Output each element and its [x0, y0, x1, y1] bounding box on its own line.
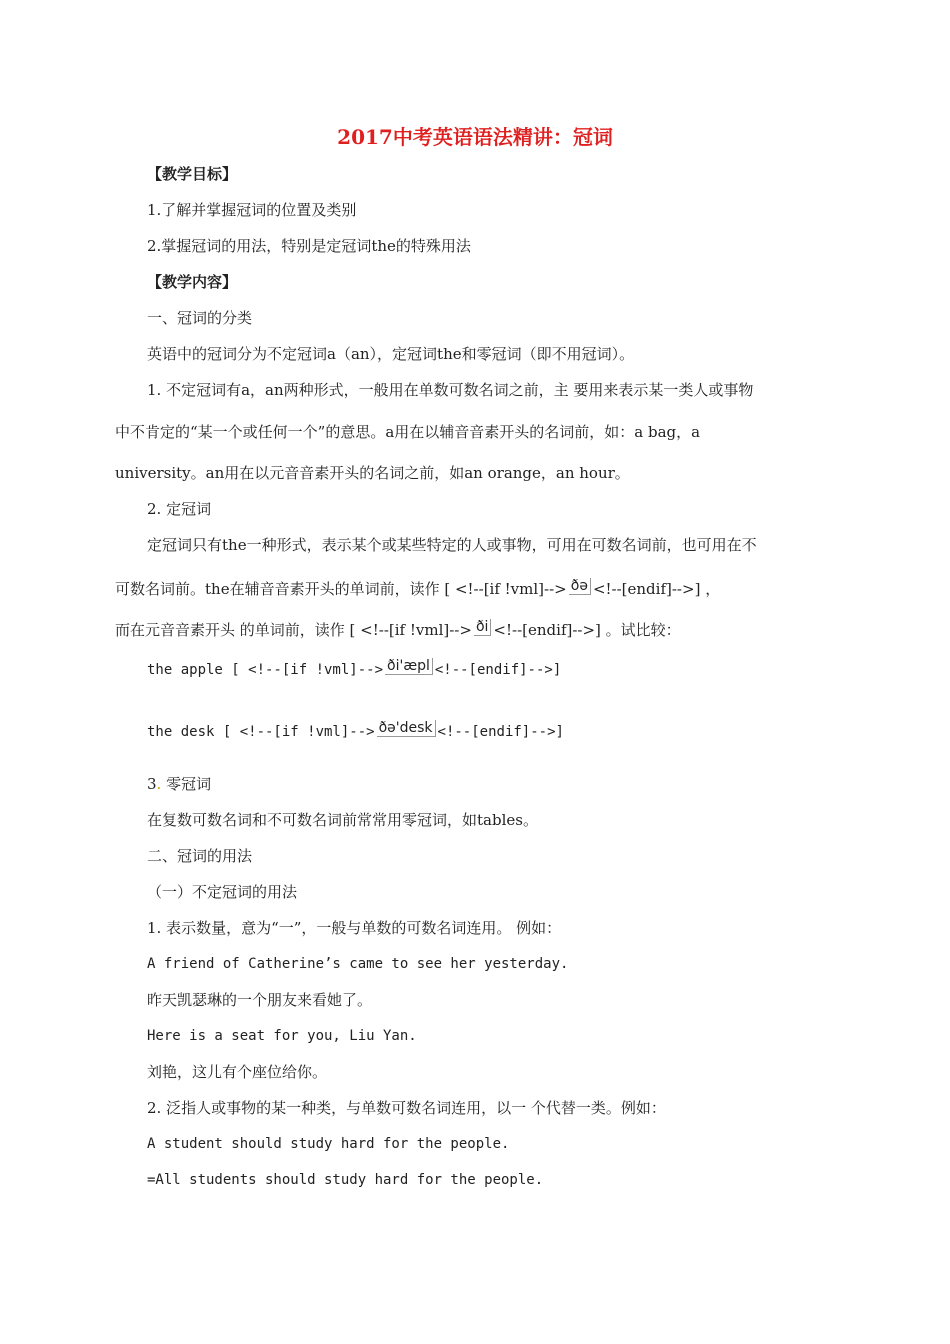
usage-2-example-1: A student should study hard for the people.: [147, 1136, 510, 1152]
text-segment: <!--[endif]-->]: [437, 724, 564, 740]
goals-heading: 【教学目标】: [147, 165, 238, 183]
indefinite-article-line-1: 1. 不定冠词有a，an两种形式，一般用在单数可数名词之前，主 要用来表示某一类人或事物: [147, 381, 754, 399]
goal-1: 1.了解并掌握冠词的位置及类别: [147, 201, 357, 219]
usage-1-line: 1. 表示数量，意为“一”，一般与单数的可数名词连用。 例如：: [147, 919, 562, 937]
text-segment: 中不肯定: [115, 423, 176, 441]
text-segment: the apple [ <!--[if !vml]-->: [147, 662, 384, 678]
indefinite-article-line-2: [115, 422, 700, 442]
intro-paragraph: 英语中的冠词分为不定冠词a（an），定冠词the和零冠词（即不用冠词）。: [147, 345, 635, 363]
text-segment: <!--[endif]-->]: [434, 662, 562, 678]
usage-1-example-1: A friend of Catherine’s came to see her yesterday.: [147, 956, 569, 972]
text-segment: 3: [147, 775, 157, 793]
phonetic-image: ði: [474, 619, 491, 636]
phonetic-image: ði'æpl: [385, 658, 433, 675]
definite-article-line-3: [115, 619, 681, 640]
text-segment: the desk [ <!--[if !vml]-->: [147, 724, 375, 740]
definite-article-line-2: [115, 578, 720, 599]
phonetic-image: ðə'desk: [377, 720, 436, 737]
part1-heading: 一、冠词的分类: [147, 309, 253, 327]
phonetic-image: ðə: [569, 578, 591, 595]
content-heading: 【教学内容】: [147, 273, 238, 291]
text-segment: .: [156, 775, 162, 793]
indefinite-article-line-3: university。an用在以元音音素开头的名词之前，如an orange，an hour。: [115, 464, 630, 482]
usage-1-example-1-translation: 昨天凯瑟琳的一个朋友来看她了。: [147, 991, 373, 1009]
text-segment: 的“某一个或任何一个”的意思。a用在以辅音音素开头的名词前，如：a bag，a: [175, 423, 701, 441]
zero-article-heading: [147, 774, 211, 794]
zero-article-line-1: 在复数可数名词和不可数名词前常常用零冠词，如tables。: [147, 811, 538, 829]
text-segment: 可数名词前。the在辅音音素开头的单词前，读作 [ <!--[if !vml]-->: [115, 580, 567, 598]
usage-2-example-2: =All students should study hard for the people.: [147, 1172, 544, 1188]
example-the-apple: [147, 658, 561, 680]
example-the-desk: [147, 720, 564, 742]
part2-heading: 二、冠词的用法: [147, 847, 253, 865]
usage-2-line: 2. 泛指人或事物的某一种类，与单数可数名词连用，以一 个代替一类。例如：: [147, 1099, 666, 1117]
text-segment: <!--[endif]-->] 。试比较：: [493, 621, 681, 639]
definite-article-heading: 2. 定冠词: [147, 500, 212, 518]
page-title: 2017中考英语语法精讲：冠词: [337, 125, 613, 149]
definite-article-line-1: 定冠词只有the一种形式，表示某个或某些特定的人或事物，可用在可数名词前，也可用在不: [147, 536, 757, 554]
text-segment: 零冠词: [161, 775, 212, 793]
sub1-heading: （一）不定冠词的用法: [147, 883, 298, 901]
text-segment: 而在元音音素开头 的单词前，读作 [ <!--[if !vml]-->: [115, 621, 472, 639]
goal-2: 2.掌握冠词的用法，特别是定冠词the的特殊用法: [147, 237, 471, 255]
usage-1-example-2: Here is a seat for you, Liu Yan.: [147, 1028, 417, 1044]
text-segment: <!--[endif]-->] ，: [592, 580, 721, 598]
usage-1-example-2-translation: 刘艳，这儿有个座位给你。: [147, 1063, 328, 1081]
